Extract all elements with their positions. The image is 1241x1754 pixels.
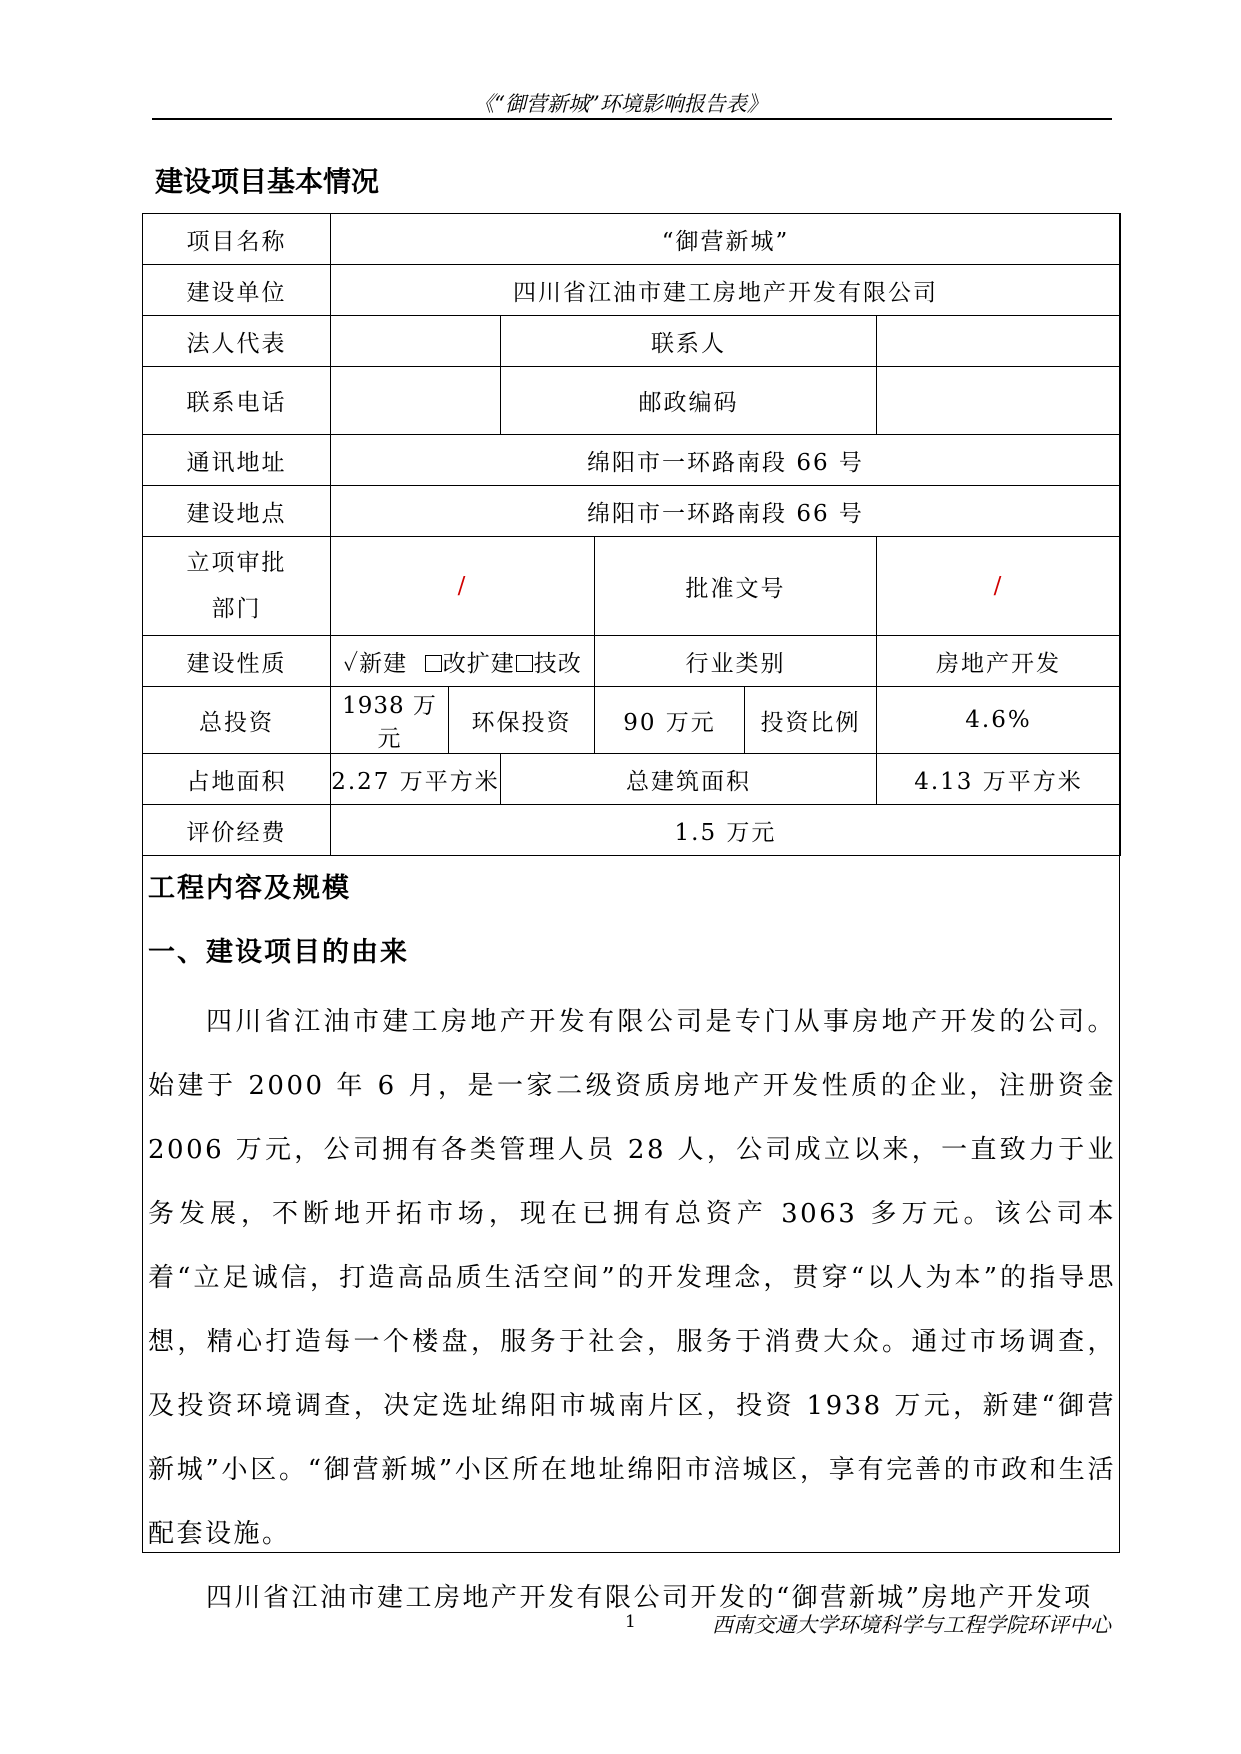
eval-fee-label: 评价经费 xyxy=(143,805,331,856)
nature-option-new: 新建 xyxy=(359,650,408,677)
postcode-label: 邮政编码 xyxy=(501,367,877,435)
heading-scope: 工程内容及规模 xyxy=(148,873,351,904)
land-area-label: 占地面积 xyxy=(143,754,331,805)
table-row xyxy=(143,367,1121,435)
report-header-title: 《“御营新城”环境影响报告表》 xyxy=(473,92,768,116)
table-row xyxy=(143,316,1121,367)
nature-option-expand: 改扩建 xyxy=(442,650,515,677)
approval-dept-label-line-2: 部门 xyxy=(211,596,262,622)
nature-options xyxy=(331,636,595,687)
project-name-value: “御营新城” xyxy=(331,214,1121,265)
table-row xyxy=(143,805,1121,856)
industry-label: 行业类别 xyxy=(595,636,877,687)
mail-address-value: 绵阳市一环路南段 66 号 xyxy=(331,435,1121,486)
table-row xyxy=(143,754,1121,805)
heading-origin: 一、建设项目的由来 xyxy=(148,937,409,968)
contact-label: 联系人 xyxy=(501,316,877,367)
approval-doc-label: 批准文号 xyxy=(595,537,877,636)
body-content xyxy=(148,862,1116,1630)
project-name-label: 项目名称 xyxy=(143,214,331,265)
approval-dept-label xyxy=(143,537,331,636)
invest-ratio-value: 4.6% xyxy=(877,687,1121,754)
checkbox-empty-icon xyxy=(516,655,533,672)
eval-fee-value: 1.5 万元 xyxy=(331,805,1121,856)
table-row xyxy=(143,537,1121,636)
env-invest-value: 90 万元 xyxy=(595,687,745,754)
page-number: 1 xyxy=(625,1612,636,1632)
checkbox-empty-icon xyxy=(425,655,442,672)
mail-address-label: 通讯地址 xyxy=(143,435,331,486)
table-row xyxy=(143,214,1121,265)
table-row xyxy=(143,687,1121,754)
nature-label: 建设性质 xyxy=(143,636,331,687)
table-row xyxy=(143,435,1121,486)
phone-label: 联系电话 xyxy=(143,367,331,435)
total-invest-label: 总投资 xyxy=(143,687,331,754)
builder-value: 四川省江油市建工房地产开发有限公司 xyxy=(331,265,1121,316)
site-label: 建设地点 xyxy=(143,486,331,537)
builder-label: 建设单位 xyxy=(143,265,331,316)
land-area-value: 2.27 万平方米 xyxy=(331,754,501,805)
table-row xyxy=(143,636,1121,687)
legal-rep-label: 法人代表 xyxy=(143,316,331,367)
section-title: 建设项目基本情况 xyxy=(155,165,380,198)
paragraph-company-intro: 四川省江油市建工房地产开发有限公司是专门从事房地产开发的公司。始建于 2000 年 6 月，是一家二级资质房地产开发性质的企业，注册资金 2006 万元，公司拥有各类管理人员 28 人，公司成立以来，一直致力于业务发展，不断地开拓市场，现在已拥有总资产 3063 多万元。该公司本着“立足诚信，打造高品质生活空间”的开发理念，贯穿“以人为本”的指导思想，精心打造每一个楼盘，服务于社会，服务于消费大众。通过市场调查，及投资环境调查，决定选址绵阳市城南片区，投资 1938 万元，新建“御营新城”小区。“御营新城”小区所在地址绵阳市涪城区，享有完善的市政和生活配套设施。 xyxy=(148,1007,1116,1549)
postcode-value xyxy=(877,367,1121,435)
table-row xyxy=(143,265,1121,316)
approval-dept-value: / xyxy=(331,537,595,636)
table-row xyxy=(143,486,1121,537)
env-invest-label: 环保投资 xyxy=(449,687,595,754)
header-rule xyxy=(152,118,1112,120)
checkmark-icon: ✓ xyxy=(343,650,360,677)
approval-dept-label-line-1: 立项审批 xyxy=(186,550,287,576)
floor-area-value: 4.13 万平方米 xyxy=(877,754,1121,805)
footer-organization: 西南交通大学环境科学与工程学院环评中心 xyxy=(712,1613,1111,1637)
project-info-table xyxy=(142,213,1121,856)
total-invest-value: 1938 万元 xyxy=(331,687,449,754)
legal-rep-value xyxy=(331,316,501,367)
site-value: 绵阳市一环路南段 66 号 xyxy=(331,486,1121,537)
contact-value xyxy=(877,316,1121,367)
approval-doc-value: / xyxy=(877,537,1121,636)
paragraph-project-intro: 四川省江油市建工房地产开发有限公司开发的“御营新城”房地产开发项 xyxy=(206,1583,1093,1613)
nature-option-tech: 技改 xyxy=(533,650,582,677)
floor-area-label: 总建筑面积 xyxy=(501,754,877,805)
industry-value: 房地产开发 xyxy=(877,636,1121,687)
invest-ratio-label: 投资比例 xyxy=(745,687,877,754)
phone-value xyxy=(331,367,501,435)
